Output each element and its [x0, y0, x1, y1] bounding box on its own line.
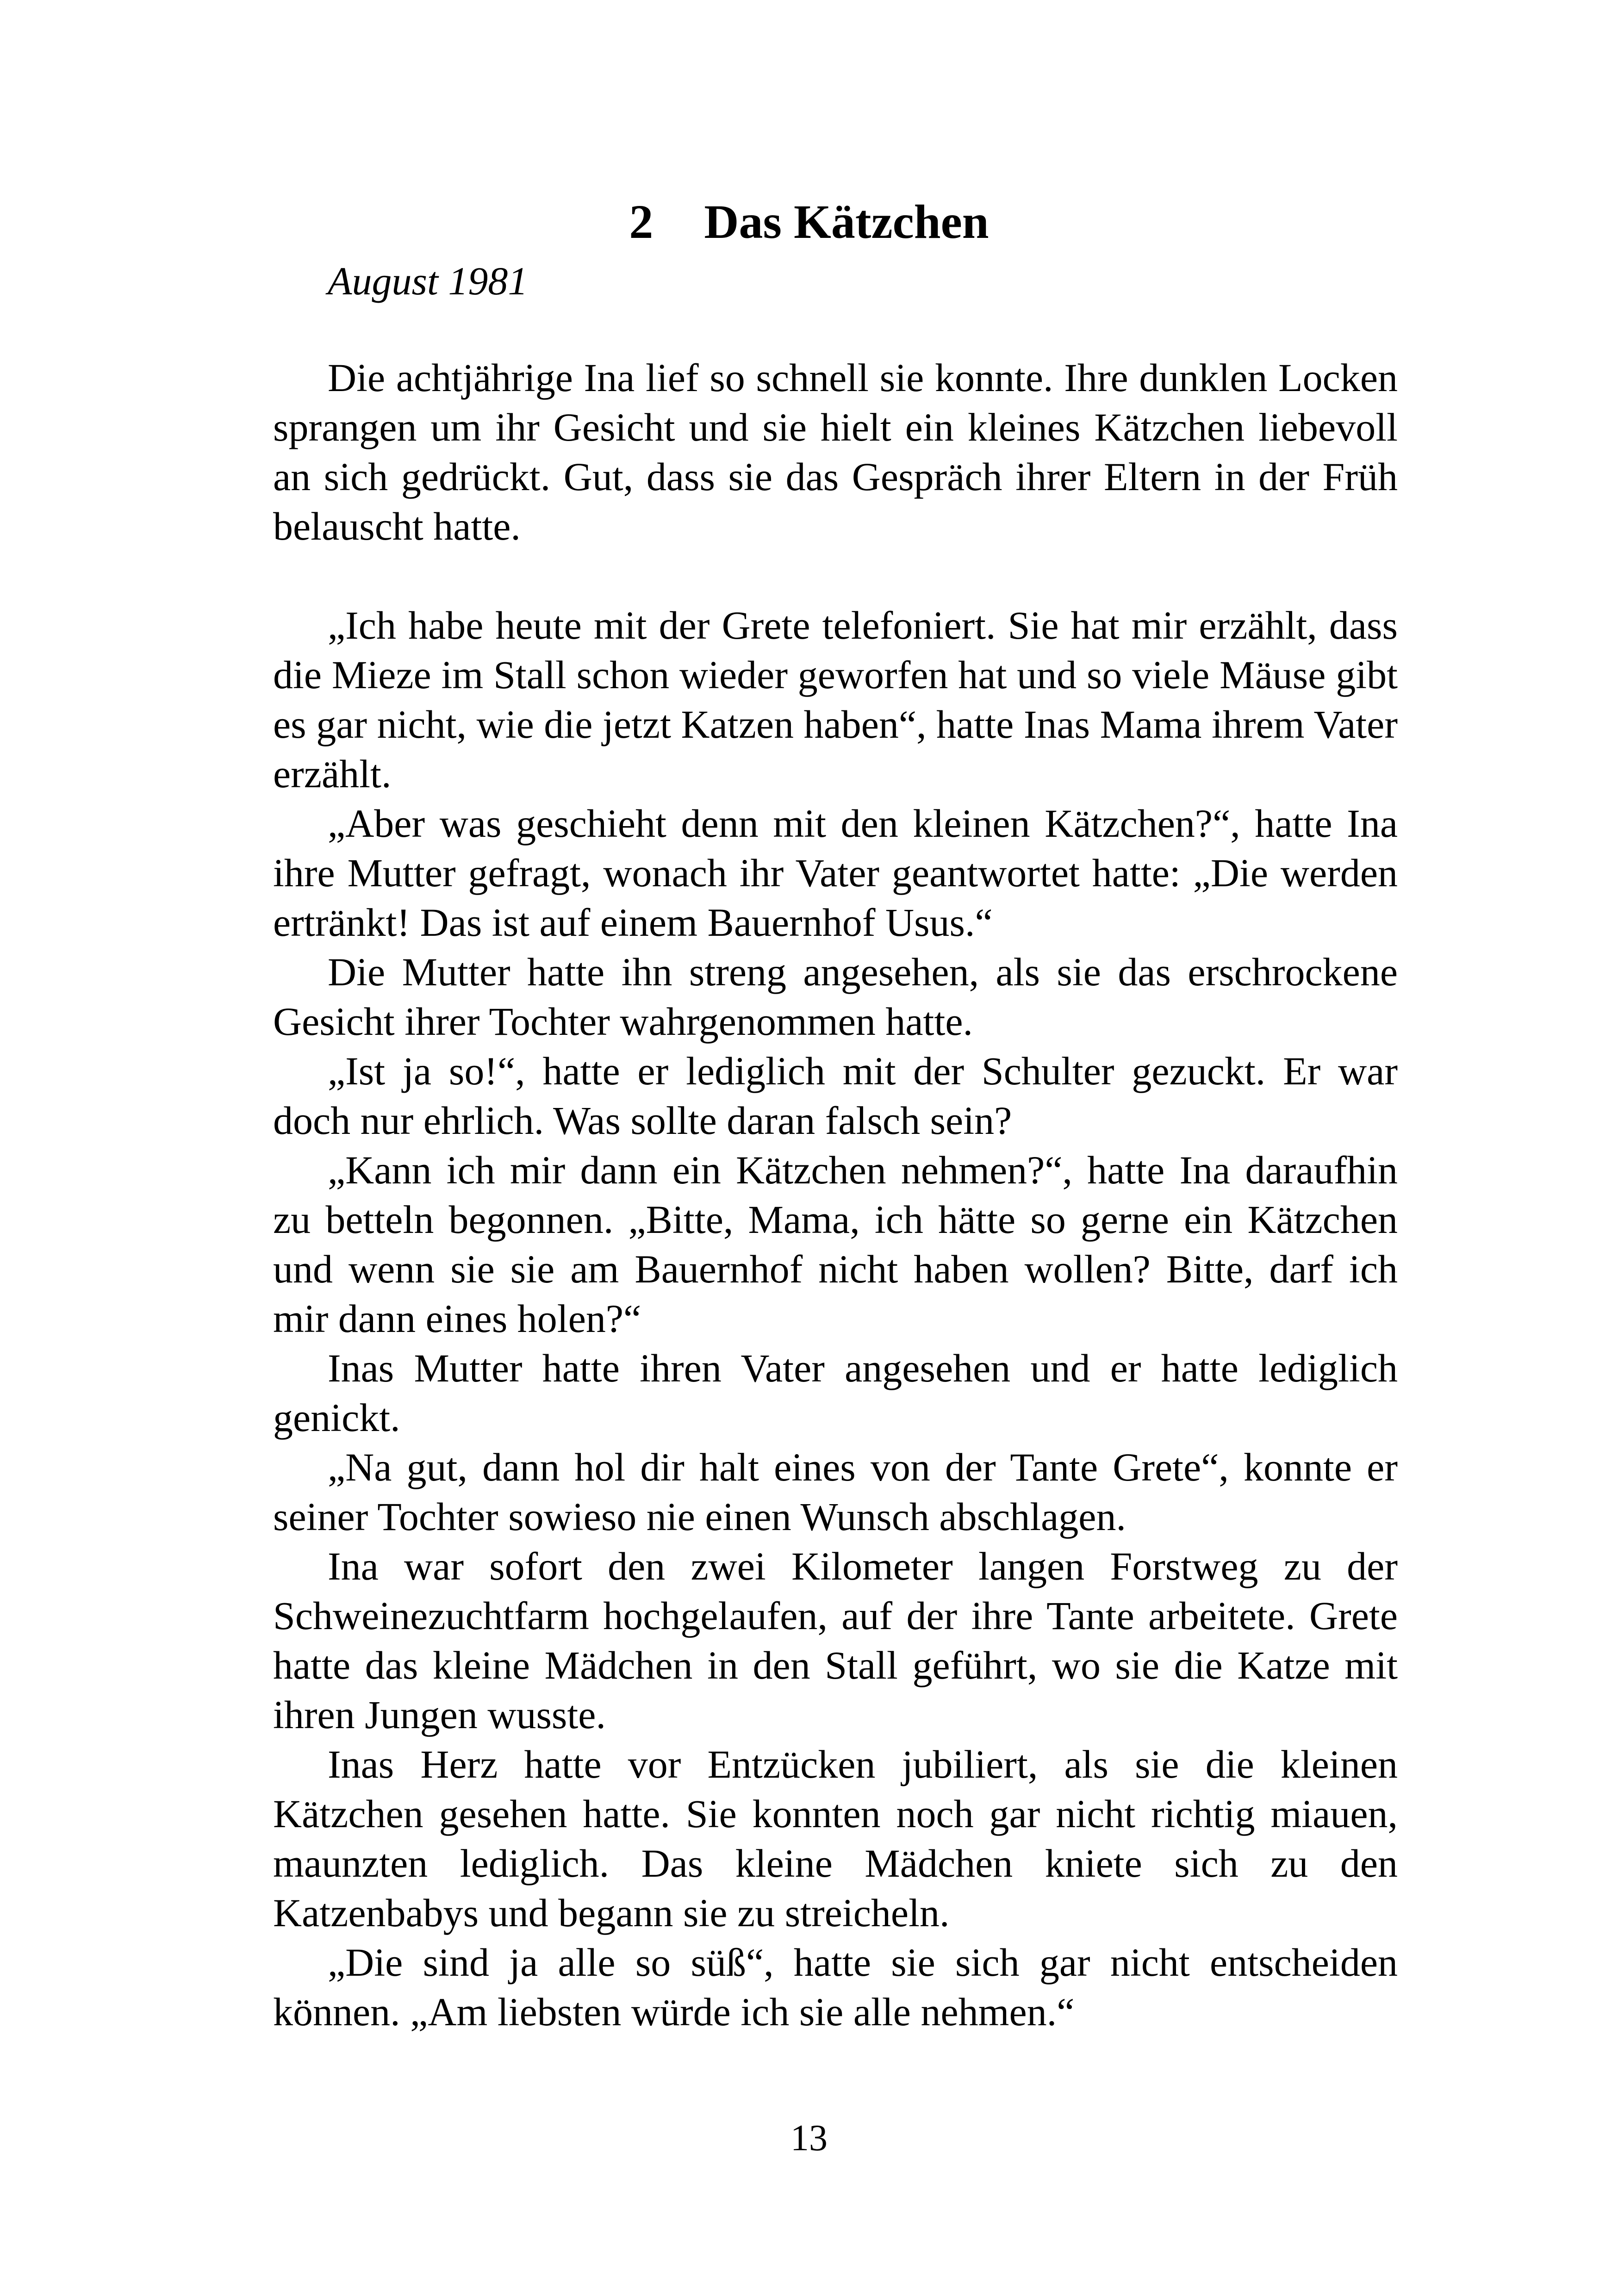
paragraph: Ina war sofort den zwei Kilometer langen Forstweg zu der Schweinezuchtfarm hochgelaufen, auf der ihre Tante arbeitete. Grete hatte das kleine Mädchen in den Stall geführt, wo sie die Katze mit ihren Jungen wusste. [273, 1544, 1398, 1737]
paragraph: „Die sind ja alle so süß“, hatte sie sich gar nicht entscheiden können. „Am liebsten würde ich sie alle nehmen.“ [273, 1940, 1398, 2034]
paragraph: „Ist ja so!“, hatte er lediglich mit der Schulter gezuckt. Er war doch nur ehrlich. Was sollte daran falsch sein? [273, 1049, 1398, 1143]
paragraph: Inas Mutter hatte ihren Vater angesehen und er hatte lediglich genickt. [273, 1346, 1398, 1440]
paragraph: „Kann ich mir dann ein Kätzchen nehmen?“, hatte Ina daraufhin zu betteln begonnen. „Bitte, Mama, ich hätte so gerne ein Kätzchen und wenn sie sie am Bauernhof nicht haben wollen? Bitte, darf ich mir dann eines holen?“ [273, 1148, 1398, 1341]
page-number: 13 [790, 2118, 828, 2159]
paragraph: Die Mutter hatte ihn streng angesehen, als sie das erschrockene Gesicht ihrer Tochter wahrgenommen hatte. [273, 950, 1398, 1044]
chapter-title: Das Kätzchen [704, 195, 989, 249]
paragraph: Inas Herz hatte vor Entzücken jubiliert, als sie die kleinen Kätzchen gesehen hatte. Sie konnten noch gar nicht richtig miauen, maunzten lediglich. Das kleine Mädchen kniete sich zu den Katzenbabys und begann sie zu streicheln. [273, 1742, 1398, 1935]
chapter-number: 2 [629, 195, 653, 249]
paragraph: „Na gut, dann hol dir halt eines von der Tante Grete“, konnte er seiner Tochter sowieso nie einen Wunsch abschlagen. [273, 1445, 1398, 1539]
date-line: August 1981 [328, 259, 528, 303]
paragraph: Die achtjährige Ina lief so schnell sie konnte. Ihre dunklen Locken sprangen um ihr Gesicht und sie hielt ein kleines Kätzchen liebevoll an sich gedrückt. Gut, dass sie das Gespräch ihrer Eltern in der Früh belauscht hatte. [273, 355, 1398, 548]
paragraph: „Aber was geschieht denn mit den kleinen Kätzchen?“, hatte Ina ihre Mutter gefragt, wonach ihr Vater geantwortet hatte: „Die werden ertränkt! Das ist auf einem Bauernhof Usus.“ [273, 801, 1398, 945]
chapter-heading [0, 194, 1618, 250]
paragraph: „Ich habe heute mit der Grete telefoniert. Sie hat mir erzählt, dass die Mieze im Stall schon wieder geworfen hat und so viele Mäuse gibt es gar nicht, wie die jetzt Katzen haben“, hatte Inas Mama ihrem Vater erzählt. [273, 603, 1398, 796]
body-text [273, 601, 1398, 2037]
opening-text [273, 353, 1398, 551]
